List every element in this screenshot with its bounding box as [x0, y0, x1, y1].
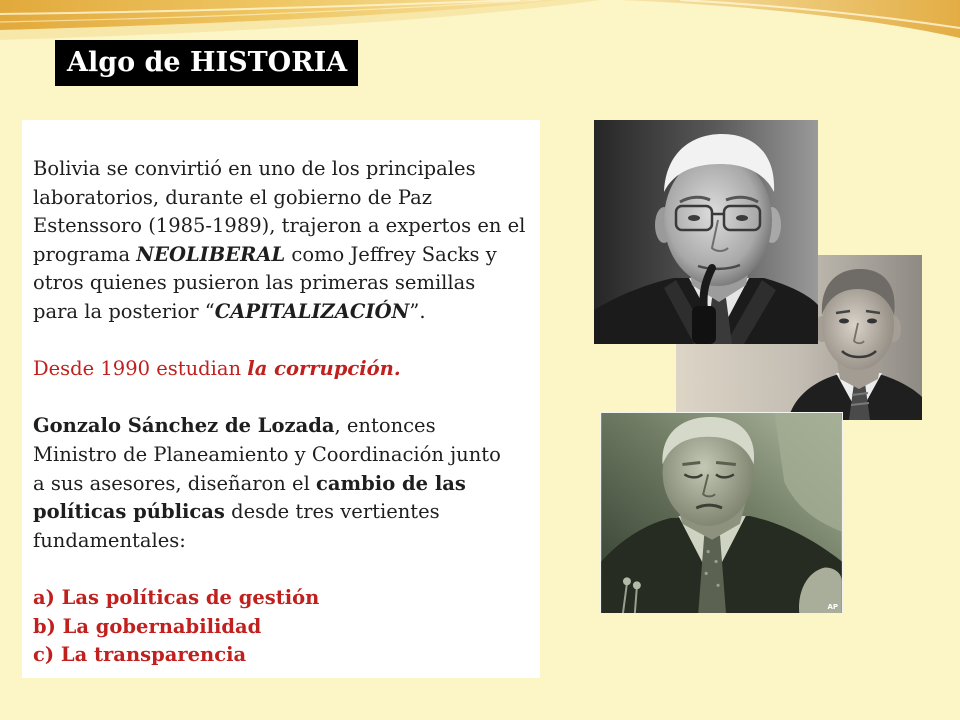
text-line: [33, 184, 540, 213]
paragraph-bolivia-laboratorio: [33, 155, 540, 327]
paragraph-sanchez-de-lozada: [33, 412, 540, 555]
emphasis-cambio-politicas: cambio de las: [316, 471, 466, 495]
text-line: [33, 298, 540, 327]
paragraph-corrupcion: [33, 355, 540, 384]
swoosh-shapes: [0, 0, 960, 40]
text-run: programa: [33, 242, 137, 266]
text-line: [33, 412, 540, 441]
portrait-photo-top: [594, 120, 818, 344]
emphasis-neoliberal: NEOLIBERAL: [136, 242, 286, 266]
slide-title: Algo de HISTORIA: [67, 47, 348, 78]
portrait-man-with-glasses-image: [594, 120, 818, 344]
text-line: [33, 212, 540, 241]
text-run: a sus asesores, diseñaron el: [33, 471, 317, 495]
text-run: , entonces: [334, 414, 436, 438]
portrait-photo-bottom: [600, 412, 843, 614]
content-text-box: [22, 120, 540, 678]
text-line: [33, 269, 540, 298]
text-run: laboratorios, durante el gobierno de Paz: [33, 185, 433, 209]
list-item: c) La transparencia: [33, 643, 247, 667]
text-line: [33, 441, 540, 470]
text-line: [33, 470, 540, 499]
portrait-man-in-suit-image: [601, 413, 842, 613]
list-item: a) Las políticas de gestión: [33, 585, 320, 609]
text-line: [33, 155, 540, 184]
text-run: Bolivia se convirtió en uno de los principales: [33, 157, 476, 180]
emphasis-person-name: Gonzalo Sánchez de Lozada: [33, 414, 335, 438]
text-run: Desde 1990 estudian: [33, 357, 248, 381]
text-run: desde tres vertientes: [224, 500, 440, 524]
text-line: [33, 527, 540, 556]
slide-title-box: [55, 40, 358, 86]
text-run: Estenssoro (1985-1989), trajeron a expertos en el: [33, 214, 526, 238]
emphasis-corrupcion: la corrupción.: [247, 357, 401, 381]
text-run: para la posterior “: [33, 299, 215, 323]
text-run: Ministro de Planeamiento y Coordinación junto: [33, 442, 501, 466]
photo-watermark: AP: [827, 603, 838, 611]
text-run: como Jeffrey Sacks y: [285, 242, 497, 266]
text-line: [33, 241, 540, 270]
text-run: otros quienes pusieron las primeras semillas: [33, 271, 476, 295]
emphasis-capitalizacion: CAPITALIZACIÓN: [214, 299, 410, 323]
vertientes-list: [33, 584, 540, 670]
text-run: ”.: [409, 299, 426, 323]
list-item: b) La gobernabilidad: [33, 614, 262, 638]
text-line: [33, 355, 540, 384]
text-run: fundamentales:: [33, 528, 186, 552]
emphasis-cambio-politicas: políticas públicas: [33, 500, 225, 524]
text-line: [33, 498, 540, 527]
